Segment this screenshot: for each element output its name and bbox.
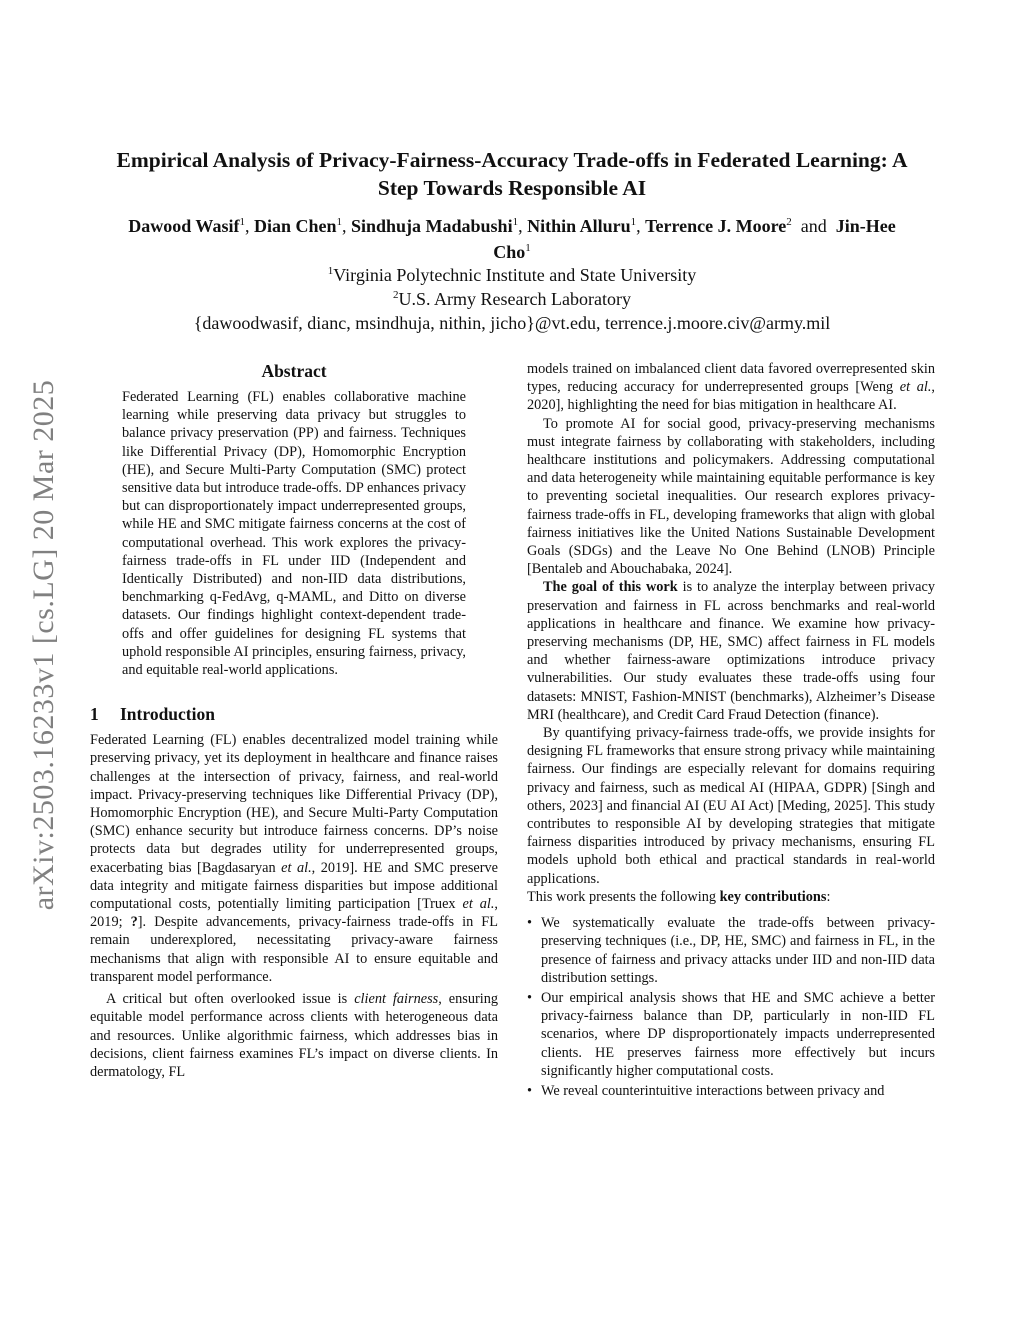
intro-paragraph-1: Federated Learning (FL) enables decentralized model training while preserving privacy, yet its deployment in healthcare and finance raises challenges at the intersection of privacy, fairness, and real-world impact. Privacy-preserving techniques like Differential Privacy (DP), Homomorphic Encryption (HE), and Secure Multi-Party Computation (SMC) enhance security but introduce fairness concerns. DP’s noise protects data but degrades utility for underrepresented groups, exacerbating bias [Bagdasaryan et al., 2019]. HE and SMC preserve data integrity and mitigate fairness disparities but impose additional computational costs, potentially limiting participation [Truex et al., 2019; ?]. Despite advancements, privacy-fairness trade-offs in FL remain underexplored, necessitating privacy-aware fairness mechanisms that align with responsible AI to ensure equitable and transparent model performance. — [90, 732, 498, 985]
list-item: • Our empirical analysis shows that HE and SMC achieve a better privacy-fairness balance than DP, particularly in non-IID FL scenarios, where DP disproportionately impacts underrepresented clients. HE preserves fairness more effectively but incurs significantly higher computational costs. — [527, 989, 935, 1079]
section-heading-introduction — [90, 703, 498, 725]
contributions-list — [527, 914, 935, 1100]
goal-paragraph: The goal of this work is to analyze the interplay between privacy preservation and fairness in FL across benchmarks and real-world applications in healthcare and finance. We examine how privacy-preserving mechanisms (DP, HE, SMC) affect fairness in FL models and whether fairness-aware optimizations introduce privacy vulnerabilities. Our study evaluates these trade-offs using four datasets: MNIST, Fashion-MNIST (benchmarks), Alzheimer’s Disease MRI (healthcare), and Credit Card Fraud Detection (finance). — [527, 579, 935, 723]
right-paragraph-4: By quantifying privacy-fairness trade-offs, we provide insights for designing FL frameworks that ensure strong privacy while maintaining fairness. Our findings are especially relevant for domains requiring privacy and fairness, such as medical AI (HIPAA, GDPR) [Singh and others, 2023] and financial AI (EU AI Act) [Meding, 2025]. This study contributes to responsible AI by developing strategies that mitigate fairness disparities introduced by privacy mechanisms, ensuring FL models uphold both ethical and practical standards in real-world applications. — [527, 725, 935, 887]
unresolved-citation: ? — [130, 914, 138, 931]
arxiv-identifier-stamp[interactable] — [14, 350, 74, 940]
abstract-text: Federated Learning (FL) enables collaborative machine learning while preserving data privacy but struggles to balance privacy preservation (PP) and fairness. Techniques like Differential Privacy (DP), Homomorphic Encryption (HE), and Secure Multi-Party Computation (SMC) protect sensitive data but introduce trade-offs. DP enhances privacy but can disproportionately impact underrepresented groups, while HE and SMC mitigate fairness concerns at the cost of computational overhead. This work explores the privacy-fairness trade-offs in FL under IID (Independent and Identically Distributed) and non-IID data distributions, benchmarking q-FedAvg, q-MAML, and Ditto on diverse datasets. Our findings highlight context-dependent trade-offs and offer guidelines for designing FL systems that uphold responsible AI principles, ensuring fairness, privacy, and equitable real-world applications. — [122, 389, 466, 679]
author-name: Dawood Wasif — [128, 216, 240, 236]
right-column — [527, 360, 935, 1102]
abstract-heading: Abstract — [261, 361, 327, 381]
author-name: Terrence J. Moore — [645, 216, 787, 236]
author-affiliation-marker: 1 — [630, 216, 637, 228]
bullet-icon: • — [527, 915, 533, 932]
affiliation-line: $^1$Virginia Polytechnic Institute and State University — [327, 265, 697, 285]
author-name: Jin-Hee Cho — [493, 216, 896, 262]
arxiv-identifier-text[interactable]: arXiv:2503.16233v1 [cs.LG] 20 Mar 2025 — [27, 379, 60, 911]
section-number: 1 — [90, 704, 99, 725]
intro-paragraph-2: A critical but often overlooked issue is client fairness, ensuring equitable model performance across clients with heterogeneous data and resources. Unlike algorithmic fairness, which addresses bias in decisions, client fairness examines FL’s impact on diverse clients. In dermatology, FL — [90, 991, 498, 1080]
author-conjunction: and — [800, 216, 827, 236]
author-name: Sindhuja Madabushi — [350, 216, 513, 236]
right-paragraph-2: To promote AI for social good, privacy-preserving mechanisms must integrate fairness by collaborating with stakeholders, including healthcare institutions and policymakers. Addressing computational and data heterogeneity while maintaining equitable performance is key to preventing societal inequalities. Our research explores privacy-fairness trade-offs in FL, developing frameworks that align with global fairness initiatives like the United Nations Sustainable Development Goals (SDGs) and the Leave No One Behind (LNOB) Principle [Bentaleb and Abouchabaka, 2024]. — [527, 415, 935, 578]
author-name: Nithin Alluru — [527, 216, 631, 236]
author-affiliation-marker: 1 — [512, 216, 519, 228]
contributions-intro: This work presents the following key contributions: — [527, 888, 831, 905]
right-paragraph-1: models trained on imbalanced client data favored overrepresented skin types, reducing accuracy for underrepresented groups [Weng et al., 2020], highlighting the need for bias mitigation in healthcare AI. — [527, 361, 935, 414]
author-emails: {dawoodwasif, dianc, msindhuja, nithin, jicho}@vt.edu, terrence.j.moore.civ@army.mil — [193, 313, 831, 333]
author-affiliation-marker: 1 — [525, 242, 531, 254]
section-title: Introduction — [120, 704, 215, 725]
bullet-icon: • — [527, 1082, 533, 1099]
author-affiliation-marker: 2 — [786, 216, 792, 228]
affiliation-line: $^2$U.S. Army Research Laboratory — [393, 289, 631, 309]
list-item: • We systematically evaluate the trade-offs between privacy-preserving techniques (i.e., DP, HE, SMC) and fairness in FL, in the presence of fairness and privacy attacks under IID and non-IID data distribution settings. — [527, 915, 935, 986]
list-item: • We reveal counterintuitive interactions between privacy and — [527, 1082, 885, 1099]
author-name: Dian Chen — [253, 216, 337, 236]
author-affiliation-marker: 1 — [239, 216, 245, 228]
affiliations — [110, 263, 914, 335]
author-list: Dawood Wasif$^1$, Dian Chen$^1$, Sindhuja Madabushi$^1$, Nithin Alluru$^1$, Terrence J. Moore$^2$ and Jin-Hee Cho$^1$ — [128, 216, 896, 262]
author-affiliation-marker: 1 — [336, 216, 342, 228]
bullet-icon: • — [527, 989, 533, 1006]
paper-title: Empirical Analysis of Privacy-Fairness-Accuracy Trade-offs in Federated Learning: A Step Towards Responsible AI — [116, 148, 908, 200]
left-column — [90, 360, 498, 1081]
